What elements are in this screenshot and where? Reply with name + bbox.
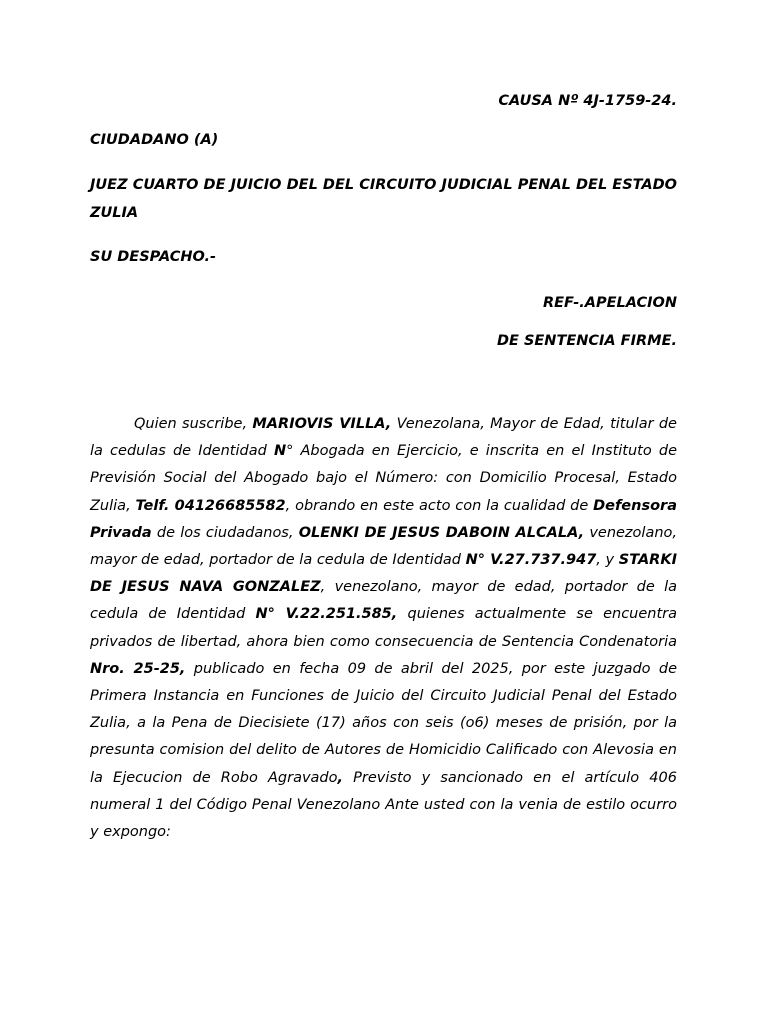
addressee-citizen: CIUDADANO (A) — [90, 132, 219, 148]
defendant-2-name: STARKI DE JESUS NAVA GONZALEZ — [90, 552, 677, 596]
reference-line: REF-.APELACION — [542, 295, 677, 311]
causa-number: CAUSA Nº 4J-1759-24. — [498, 93, 677, 109]
body-text-4: , obrando en este acto con la cualidad de — [285, 497, 594, 514]
body-text-1: Quien suscribe, — [134, 416, 253, 432]
su-despacho: SU DESPACHO.- — [90, 249, 217, 265]
body-text-8: , venezolano, mayor de edad, portador de la cedula de Identidad — [90, 579, 678, 623]
defendant-1-id: N° V.27.737.947 — [465, 552, 597, 569]
body-text-7: , y — [596, 552, 619, 569]
document-page — [90, 0, 677, 1024]
role-label: Defensora Privada — [90, 497, 677, 541]
body-text-2: Venezolana, Mayor de Edad, titular de la cedulas de Identidad — [90, 416, 677, 460]
body-text-9: quienes actualmente se encuentra privados de libertad, ahora bien como consecuencia de Sentencia Condenatoria — [90, 606, 677, 650]
body-text-11: Previsto y sancionado en el artículo 406 numeral 1 del Código Penal Venezolano Ante usted con la venia de estilo ocurro y expongo: — [90, 769, 677, 841]
defendant-1-name: OLENKI DE JESUS DABOIN ALCALA, — [298, 524, 585, 541]
sentence-number: Nro. 25-25, — [90, 660, 186, 677]
bold-comma: , — [337, 769, 344, 786]
defendant-2-id: N° V.22.251.585, — [255, 606, 398, 623]
body-text-3: ° Abogada en Ejercicio, e inscrita en el Instituto de Previsión Social del Abogado bajo el Número: con Domicilio Procesal, Estado Zulia, — [90, 443, 677, 514]
reference-subject: DE SENTENCIA FIRME. — [496, 333, 677, 349]
phone-number: Telf. 04126685582 — [135, 497, 286, 514]
body-text-6: venezolano, mayor de edad, portador de la cedula de Identidad — [90, 524, 678, 569]
body-text-5: de los ciudadanos, — [151, 524, 299, 541]
lawyer-name: MARIOVIS VILLA, — [252, 416, 392, 432]
body-paragraph — [90, 411, 677, 846]
body-text-10: publicado en fecha 09 de abril del 2025, por este juzgado de Primera Instancia en Funciones de Juicio del Circuito Judicial Penal del Estado Zulia, a la Pena de Diecisiete (17) años con seis (o6) meses de prisión, por la presunta comision del delito de Autores de Homicidio Calificado con Alevosia en la Ejecucion de Robo Agravado — [90, 660, 678, 786]
id-label: N — [273, 443, 287, 460]
addressee-judge: JUEZ CUARTO DE JUICIO DEL DEL CIRCUITO JUDICIAL PENAL DEL ESTADO ZULIA — [90, 177, 677, 221]
